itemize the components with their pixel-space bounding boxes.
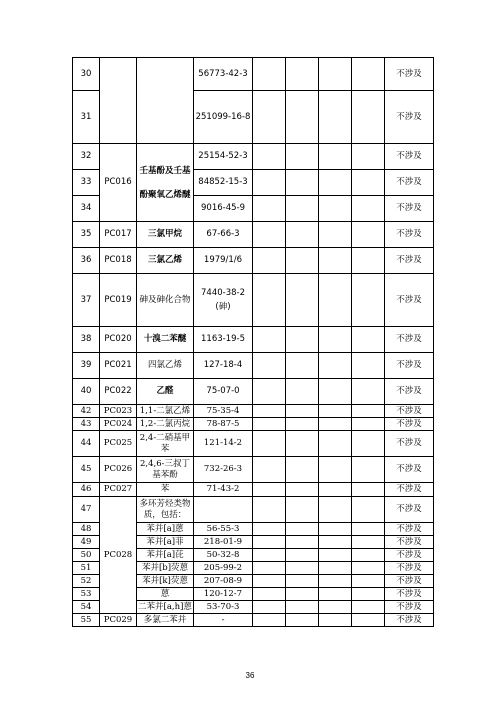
- name-cell: 壬基酚及壬基酚聚氧乙烯醚: [137, 144, 194, 222]
- name-cell: 十溴二苯醚: [137, 327, 194, 353]
- seq-cell: 40: [73, 379, 100, 405]
- empty-cell: [319, 523, 352, 536]
- table-row: [73, 144, 434, 170]
- empty-cell: [319, 588, 352, 601]
- empty-cell: [319, 327, 352, 353]
- empty-cell: [352, 614, 385, 627]
- status-cell: 不涉及: [385, 601, 434, 614]
- cas-cell: 78-87-5: [194, 418, 253, 431]
- name-cell: 蒽: [137, 588, 194, 601]
- name-cell: 三氯乙烯: [137, 248, 194, 274]
- empty-cell: [352, 327, 385, 353]
- empty-cell: [352, 418, 385, 431]
- empty-cell: [286, 248, 319, 274]
- status-cell: 不涉及: [385, 523, 434, 536]
- empty-cell: [253, 523, 286, 536]
- name-cell: 多环芳烃类物质，包括：: [137, 497, 194, 523]
- empty-cell: [286, 91, 319, 144]
- empty-cell: [352, 575, 385, 588]
- empty-cell: [286, 549, 319, 562]
- empty-cell: [286, 418, 319, 431]
- empty-cell: [352, 497, 385, 523]
- table-row: [73, 405, 434, 418]
- empty-cell: [319, 353, 352, 379]
- cas-cell: 84852-15-3: [194, 170, 253, 196]
- seq-cell: 51: [73, 562, 100, 575]
- cas-cell: 25154-52-3: [194, 144, 253, 170]
- seq-cell: 30: [73, 58, 100, 91]
- empty-cell: [286, 457, 319, 483]
- empty-cell: [319, 614, 352, 627]
- empty-cell: [286, 196, 319, 222]
- seq-cell: 36: [73, 248, 100, 274]
- empty-cell: [253, 601, 286, 614]
- seq-cell: 49: [73, 536, 100, 549]
- seq-cell: 34: [73, 196, 100, 222]
- status-cell: 不涉及: [385, 248, 434, 274]
- status-cell: 不涉及: [385, 614, 434, 627]
- empty-cell: [352, 483, 385, 497]
- empty-cell: [319, 170, 352, 196]
- empty-cell: [286, 497, 319, 523]
- substance-table: [72, 57, 434, 627]
- empty-cell: [352, 457, 385, 483]
- code-cell: PC019: [100, 274, 137, 327]
- table-row: [73, 497, 434, 523]
- empty-cell: [319, 497, 352, 523]
- status-cell: 不涉及: [385, 222, 434, 248]
- name-cell: 1,1-二氯乙烯: [137, 405, 194, 418]
- status-cell: 不涉及: [385, 497, 434, 523]
- cas-cell: 1163-19-5: [194, 327, 253, 353]
- table-row: [73, 457, 434, 483]
- empty-cell: [286, 588, 319, 601]
- empty-cell: [286, 222, 319, 248]
- cas-cell: 71-43-2: [194, 483, 253, 497]
- empty-cell: [319, 549, 352, 562]
- seq-cell: 43: [73, 418, 100, 431]
- cas-cell: 218-01-9: [194, 536, 253, 549]
- empty-cell: [253, 549, 286, 562]
- empty-cell: [253, 588, 286, 601]
- table-row: [73, 274, 434, 327]
- code-cell: PC028: [100, 497, 137, 614]
- cas-cell: 67-66-3: [194, 222, 253, 248]
- empty-cell: [352, 196, 385, 222]
- empty-cell: [319, 144, 352, 170]
- name-cell: 2,4,6-三叔丁基苯酚: [137, 457, 194, 483]
- table-row: [73, 248, 434, 274]
- table-row: [73, 418, 434, 431]
- code-cell: PC020: [100, 327, 137, 353]
- code-cell: PC018: [100, 248, 137, 274]
- empty-cell: [319, 418, 352, 431]
- empty-cell: [352, 170, 385, 196]
- name-cell: 2,4-二硝基甲苯: [137, 431, 194, 457]
- cas-cell: 121-14-2: [194, 431, 253, 457]
- table-row: [73, 483, 434, 497]
- code-cell: PC023: [100, 405, 137, 418]
- status-cell: 不涉及: [385, 588, 434, 601]
- seq-cell: 54: [73, 601, 100, 614]
- status-cell: 不涉及: [385, 549, 434, 562]
- empty-cell: [286, 353, 319, 379]
- cas-cell: 127-18-4: [194, 353, 253, 379]
- table-row: [73, 327, 434, 353]
- seq-cell: 47: [73, 497, 100, 523]
- empty-cell: [352, 431, 385, 457]
- cas-cell: 251099-16-8: [194, 91, 253, 144]
- empty-cell: [253, 222, 286, 248]
- status-cell: 不涉及: [385, 91, 434, 144]
- code-cell: PC024: [100, 418, 137, 431]
- code-cell: PC029: [100, 614, 137, 627]
- empty-cell: [352, 536, 385, 549]
- empty-cell: [253, 379, 286, 405]
- status-cell: 不涉及: [385, 274, 434, 327]
- name-cell: 苯并[a]芘: [137, 549, 194, 562]
- name-cell: 苯: [137, 483, 194, 497]
- cas-cell: 7440-38-2(砷): [194, 274, 253, 327]
- empty-cell: [319, 274, 352, 327]
- empty-cell: [286, 58, 319, 91]
- empty-cell: [286, 405, 319, 418]
- seq-cell: 53: [73, 588, 100, 601]
- empty-cell: [352, 353, 385, 379]
- empty-cell: [352, 222, 385, 248]
- seq-cell: 46: [73, 483, 100, 497]
- seq-cell: 55: [73, 614, 100, 627]
- empty-cell: [286, 170, 319, 196]
- cas-cell: 53-70-3: [194, 601, 253, 614]
- empty-cell: [319, 483, 352, 497]
- empty-cell: [253, 483, 286, 497]
- status-cell: 不涉及: [385, 483, 434, 497]
- status-cell: 不涉及: [385, 431, 434, 457]
- name-cell: 乙醛: [137, 379, 194, 405]
- empty-cell: [286, 274, 319, 327]
- seq-cell: 39: [73, 353, 100, 379]
- empty-cell: [352, 144, 385, 170]
- empty-cell: [286, 536, 319, 549]
- empty-cell: [253, 327, 286, 353]
- empty-cell: [253, 457, 286, 483]
- empty-cell: [319, 431, 352, 457]
- name-cell: 1,2-二氯丙烷: [137, 418, 194, 431]
- code-cell: PC017: [100, 222, 137, 248]
- seq-cell: 50: [73, 549, 100, 562]
- empty-cell: [319, 248, 352, 274]
- cas-cell: 50-32-8: [194, 549, 253, 562]
- empty-cell: [286, 523, 319, 536]
- empty-cell: [352, 274, 385, 327]
- code-cell: PC025: [100, 431, 137, 457]
- empty-cell: [319, 196, 352, 222]
- empty-cell: [352, 588, 385, 601]
- empty-cell: [352, 523, 385, 536]
- name-cell: [137, 58, 194, 144]
- table-row: [73, 379, 434, 405]
- cas-cell: 205-99-2: [194, 562, 253, 575]
- empty-cell: [286, 144, 319, 170]
- empty-cell: [352, 248, 385, 274]
- table-row: [73, 222, 434, 248]
- table-row: [73, 353, 434, 379]
- seq-cell: 33: [73, 170, 100, 196]
- empty-cell: [253, 170, 286, 196]
- cas-cell: 1979/1/6: [194, 248, 253, 274]
- cas-cell: 56-55-3: [194, 523, 253, 536]
- seq-cell: 44: [73, 431, 100, 457]
- name-cell: 苯并[a]蒽: [137, 523, 194, 536]
- empty-cell: [286, 562, 319, 575]
- status-cell: 不涉及: [385, 418, 434, 431]
- empty-cell: [352, 91, 385, 144]
- empty-cell: [319, 379, 352, 405]
- status-cell: 不涉及: [385, 536, 434, 549]
- cas-cell: 120-12-7: [194, 588, 253, 601]
- name-cell: 三氯甲烷: [137, 222, 194, 248]
- empty-cell: [352, 601, 385, 614]
- empty-cell: [286, 431, 319, 457]
- empty-cell: [352, 562, 385, 575]
- name-cell: 砷及砷化合物: [137, 274, 194, 327]
- status-cell: 不涉及: [385, 144, 434, 170]
- seq-cell: 48: [73, 523, 100, 536]
- status-cell: 不涉及: [385, 457, 434, 483]
- empty-cell: [253, 405, 286, 418]
- seq-cell: 38: [73, 327, 100, 353]
- status-cell: 不涉及: [385, 562, 434, 575]
- code-cell: PC026: [100, 457, 137, 483]
- cas-cell: 75-35-4: [194, 405, 253, 418]
- seq-cell: 42: [73, 405, 100, 418]
- empty-cell: [286, 601, 319, 614]
- empty-cell: [319, 601, 352, 614]
- seq-cell: 37: [73, 274, 100, 327]
- status-cell: 不涉及: [385, 353, 434, 379]
- cas-cell: 207-08-9: [194, 575, 253, 588]
- empty-cell: [286, 483, 319, 497]
- empty-cell: [319, 457, 352, 483]
- code-cell: PC027: [100, 483, 137, 497]
- page-number: 36: [245, 671, 255, 680]
- cas-cell: 56773-42-3: [194, 58, 253, 91]
- code-cell: PC022: [100, 379, 137, 405]
- status-cell: 不涉及: [385, 327, 434, 353]
- name-cell: 苯并[b]荧蒽: [137, 562, 194, 575]
- status-cell: 不涉及: [385, 196, 434, 222]
- name-cell: 多氯二苯并: [137, 614, 194, 627]
- empty-cell: [253, 196, 286, 222]
- cas-cell: 9016-45-9: [194, 196, 253, 222]
- code-cell: PC016: [100, 144, 137, 222]
- cas-cell: -: [194, 614, 253, 627]
- empty-cell: [253, 614, 286, 627]
- seq-cell: 35: [73, 222, 100, 248]
- seq-cell: 31: [73, 91, 100, 144]
- empty-cell: [319, 536, 352, 549]
- table-row: [73, 431, 434, 457]
- status-cell: 不涉及: [385, 170, 434, 196]
- seq-cell: 45: [73, 457, 100, 483]
- cas-cell: [194, 497, 253, 523]
- empty-cell: [352, 58, 385, 91]
- empty-cell: [319, 575, 352, 588]
- empty-cell: [286, 379, 319, 405]
- empty-cell: [253, 144, 286, 170]
- empty-cell: [253, 418, 286, 431]
- empty-cell: [352, 379, 385, 405]
- empty-cell: [253, 536, 286, 549]
- empty-cell: [319, 405, 352, 418]
- empty-cell: [253, 562, 286, 575]
- empty-cell: [286, 575, 319, 588]
- empty-cell: [253, 91, 286, 144]
- seq-cell: 52: [73, 575, 100, 588]
- empty-cell: [253, 58, 286, 91]
- status-cell: 不涉及: [385, 58, 434, 91]
- empty-cell: [253, 575, 286, 588]
- empty-cell: [319, 222, 352, 248]
- empty-cell: [319, 91, 352, 144]
- cas-cell: 75-07-0: [194, 379, 253, 405]
- status-cell: 不涉及: [385, 405, 434, 418]
- empty-cell: [352, 549, 385, 562]
- empty-cell: [286, 327, 319, 353]
- empty-cell: [286, 614, 319, 627]
- empty-cell: [352, 405, 385, 418]
- seq-cell: 32: [73, 144, 100, 170]
- name-cell: 四氯乙烯: [137, 353, 194, 379]
- table-row: [73, 614, 434, 627]
- empty-cell: [253, 274, 286, 327]
- empty-cell: [253, 497, 286, 523]
- name-cell: 二苯并[a,h]蒽: [138, 601, 192, 612]
- empty-cell: [253, 431, 286, 457]
- table-row: [73, 58, 434, 91]
- empty-cell: [319, 562, 352, 575]
- empty-cell: [253, 248, 286, 274]
- empty-cell: [253, 353, 286, 379]
- empty-cell: [319, 58, 352, 91]
- name-cell: 苯并[a]菲: [137, 536, 194, 549]
- name-cell: 苯并[k]荧蒽: [137, 575, 194, 588]
- code-cell: [100, 58, 137, 144]
- code-cell: PC021: [100, 353, 137, 379]
- status-cell: 不涉及: [385, 575, 434, 588]
- status-cell: 不涉及: [385, 379, 434, 405]
- cas-cell: 732-26-3: [194, 457, 253, 483]
